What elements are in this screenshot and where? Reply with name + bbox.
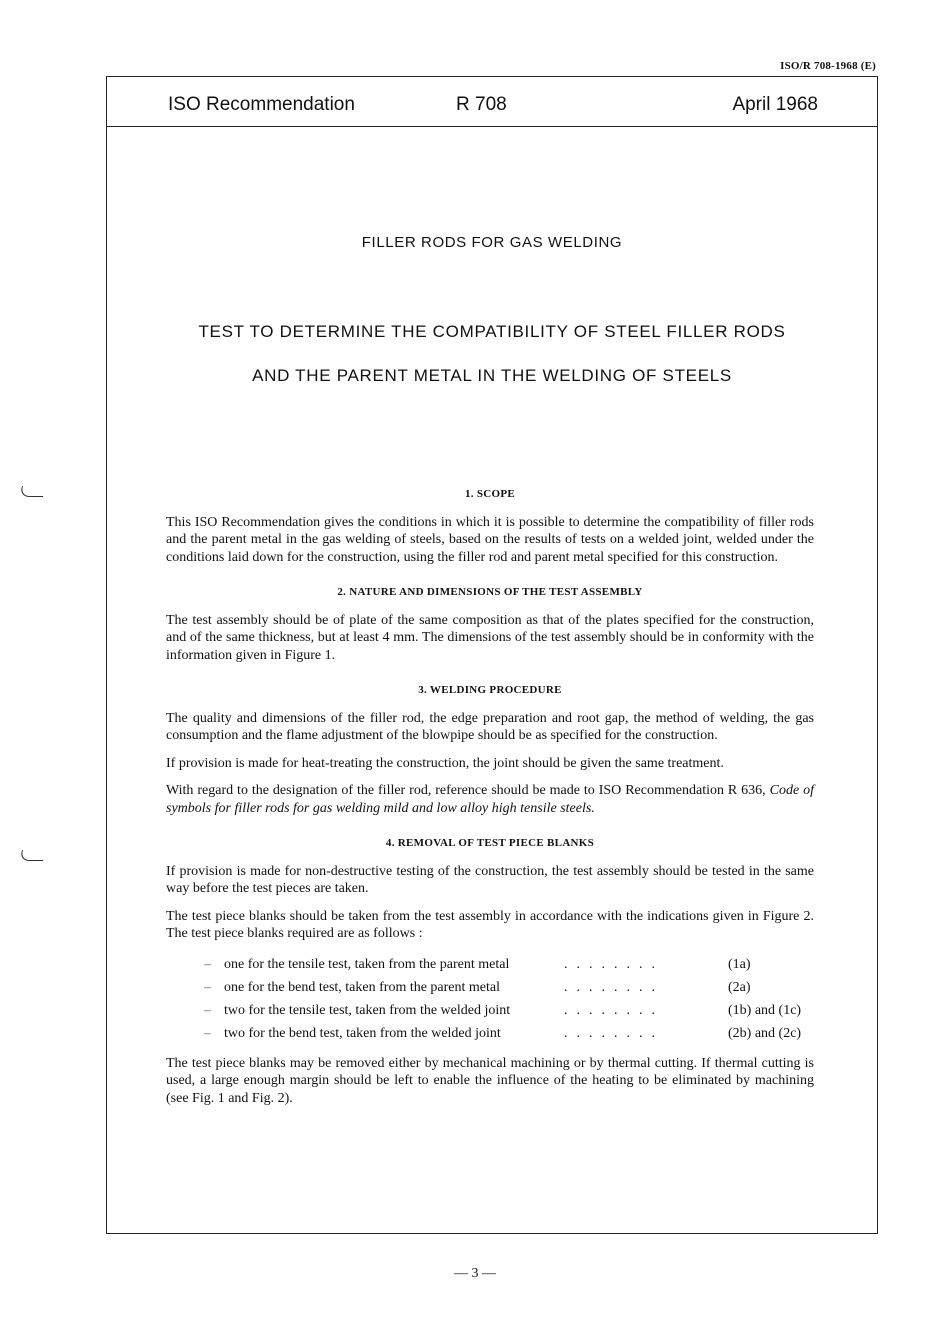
list-item xyxy=(166,1022,814,1045)
list-item-reference: (1b) and (1c) xyxy=(728,1002,802,1018)
dash-bullet: – xyxy=(204,1002,211,1018)
subtitle-line-2: AND THE PARENT METAL IN THE WELDING OF STEELS xyxy=(252,366,732,385)
bottom-rule xyxy=(106,1233,878,1234)
margin-mark-lower xyxy=(18,850,47,861)
section-heading-nature: 2. NATURE AND DIMENSIONS OF THE TEST ASSEMBLY xyxy=(337,586,643,598)
standard-title-citation: Code of symbols for filler rods for gas welding mild and low alloy high tensile steels. xyxy=(166,783,814,816)
header-organization: ISO Recommendation xyxy=(168,94,355,115)
welding-paragraph-2: If provision is made for heat-treating the construction, the joint should be given the same treatment. xyxy=(166,755,724,771)
list-item-reference: (2a) xyxy=(728,979,751,995)
list-item-text: one for the tensile test, taken from the parent metal xyxy=(224,956,510,972)
main-title: FILLER RODS FOR GAS WELDING xyxy=(361,234,623,251)
welding-paragraph-3-text: With regard to the designation of the filler rod, reference should be made to ISO Recommendation R 636, xyxy=(166,783,770,798)
document-header xyxy=(106,92,878,122)
top-rule xyxy=(106,76,878,77)
scope-paragraph: This ISO Recommendation gives the conditions in which it is possible to determine the compatibility of filler rods and the parent metal in the gas welding of steels, based on the results of tests on a welded joint, welded under the conditions laid down for the construction, using the filler rod and parent metal specified for this construction. xyxy=(166,514,814,565)
section-heading-welding: 3. WELDING PROCEDURE xyxy=(418,684,562,696)
section-heading-removal: 4. REMOVAL OF TEST PIECE BLANKS xyxy=(385,837,595,849)
removal-paragraph-3: The test piece blanks may be removed either by mechanical machining or by thermal cutting. If thermal cutting is used, a large enough margin should be left to enable the influence of the heating to be eliminated by machining (see Fig. 1 and Fig. 2). xyxy=(166,1055,814,1106)
header-date: April 1968 xyxy=(732,94,818,115)
document-body xyxy=(166,486,814,1117)
list-item-text: two for the bend test, taken from the welded joint xyxy=(224,1025,501,1041)
section-heading-scope: 1. SCOPE xyxy=(464,488,516,500)
subtitle-line-1: TEST TO DETERMINE THE COMPATIBILITY OF STEEL FILLER RODS xyxy=(198,322,786,341)
document-reference: ISO/R 708-1968 (E) xyxy=(780,60,876,72)
list-item xyxy=(166,976,814,999)
page-number: — 3 — xyxy=(454,1266,496,1281)
removal-paragraph-1: If provision is made for non-destructive testing of the construction, the test assembly should be tested in the same way before the test pieces are taken. xyxy=(166,863,814,896)
leader-dots: ........ xyxy=(564,979,664,995)
list-item-text: one for the bend test, taken from the parent metal xyxy=(224,979,501,995)
list-item-text: two for the tensile test, taken from the welded joint xyxy=(224,1002,511,1018)
removal-paragraph-2: The test piece blanks should be taken from the test assembly in accordance with the indications given in Figure 2. The test piece blanks required are as follows : xyxy=(166,908,814,941)
header-recommendation-number: R 708 xyxy=(456,94,507,115)
list-item xyxy=(166,953,814,976)
header-rule xyxy=(106,126,878,127)
list-item-reference: (2b) and (2c) xyxy=(728,1025,802,1041)
dash-bullet: – xyxy=(204,979,211,995)
leader-dots: ........ xyxy=(564,956,664,972)
dash-bullet: – xyxy=(204,956,211,972)
nature-paragraph: The test assembly should be of plate of the same composition as that of the plates specified for the construction, and of the same thickness, but at least 4 mm. The dimensions of the test assembly should be in conformity with the information given in Figure 1. xyxy=(166,612,814,663)
leader-dots: ........ xyxy=(564,1025,664,1041)
margin-mark-upper xyxy=(18,486,47,497)
welding-paragraph-3 xyxy=(166,782,814,817)
leader-dots: ........ xyxy=(564,1002,664,1018)
list-item-reference: (1a) xyxy=(728,956,751,972)
dash-bullet: – xyxy=(204,1025,211,1041)
welding-paragraph-1: The quality and dimensions of the filler rod, the edge preparation and root gap, the method of welding, the gas consumption and the flame adjustment of the blowpipe should be as specified for the construction. xyxy=(166,710,814,743)
list-item xyxy=(166,999,814,1022)
test-piece-list xyxy=(166,953,814,1045)
